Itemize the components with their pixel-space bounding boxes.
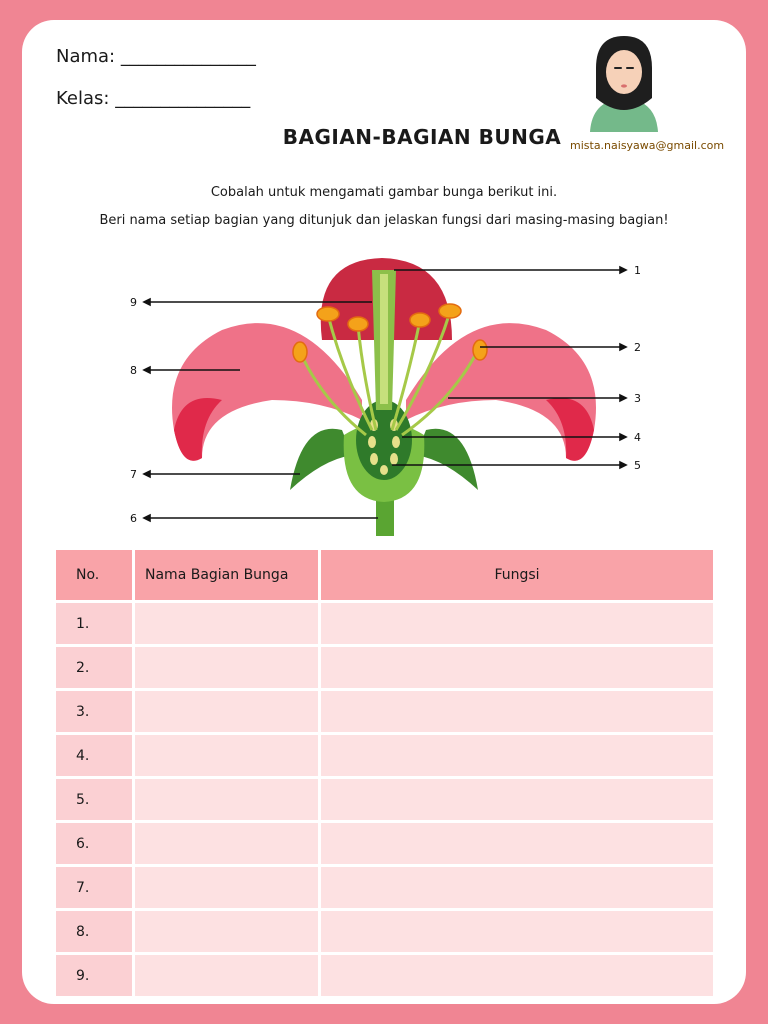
header-no: No. [56, 550, 132, 600]
table-row [56, 691, 713, 732]
pointer-label-1: 1 [634, 264, 641, 277]
pointer-label-3: 3 [634, 392, 641, 405]
function-cell[interactable] [321, 647, 713, 688]
pointer-label-7: 7 [130, 468, 137, 481]
function-cell[interactable] [321, 823, 713, 864]
table-row [56, 911, 713, 952]
table-row [56, 955, 713, 996]
name-cell[interactable] [135, 735, 318, 776]
instruction-line-2: Beri nama setiap bagian yang ditunjuk dan jelaskan fungsi dari masing-masing bagian! [99, 213, 669, 228]
name-cell[interactable] [135, 647, 318, 688]
row-number: 2. [56, 647, 132, 688]
nama-blank[interactable]: _______________ [120, 46, 256, 67]
pointer-label-4: 4 [634, 431, 641, 444]
name-cell[interactable] [135, 823, 318, 864]
pointer-label-8: 8 [130, 364, 137, 377]
header-function: Fungsi [321, 550, 713, 600]
function-cell[interactable] [321, 779, 713, 820]
function-cell[interactable] [321, 691, 713, 732]
row-number: 5. [56, 779, 132, 820]
table-row [56, 867, 713, 908]
table-row [56, 823, 713, 864]
row-number: 3. [56, 691, 132, 732]
nama-field[interactable] [56, 46, 256, 67]
sepal [290, 429, 352, 490]
row-number: 6. [56, 823, 132, 864]
pointer-label-5: 5 [634, 459, 641, 472]
table-row [56, 779, 713, 820]
name-cell[interactable] [135, 911, 318, 952]
pointer-label-6: 6 [130, 512, 137, 525]
function-cell[interactable] [321, 911, 713, 952]
function-cell[interactable] [321, 603, 713, 644]
page-title: BAGIAN-BAGIAN BUNGA [282, 125, 562, 149]
nama-label: Nama: [56, 46, 116, 67]
row-number: 8. [56, 911, 132, 952]
answer-table [53, 547, 716, 999]
row-number: 9. [56, 955, 132, 996]
email-text: mista.naisyawa@gmail.com [570, 139, 725, 152]
row-number: 7. [56, 867, 132, 908]
name-cell[interactable] [135, 867, 318, 908]
avatar-illustration [582, 28, 666, 132]
kelas-label: Kelas: [56, 88, 110, 109]
kelas-blank[interactable]: _______________ [115, 88, 251, 109]
table-row [56, 603, 713, 644]
function-cell[interactable] [321, 735, 713, 776]
name-cell[interactable] [135, 955, 318, 996]
table-row [56, 647, 713, 688]
function-cell[interactable] [321, 955, 713, 996]
name-cell[interactable] [135, 691, 318, 732]
worksheet-page [22, 20, 746, 1004]
row-number: 4. [56, 735, 132, 776]
row-number: 1. [56, 603, 132, 644]
kelas-field[interactable] [56, 88, 250, 109]
name-cell[interactable] [135, 779, 318, 820]
name-cell[interactable] [135, 603, 318, 644]
table-row [56, 735, 713, 776]
pointer-label-9: 9 [130, 296, 137, 309]
header-name: Nama Bagian Bunga [135, 550, 318, 600]
flower-diagram [22, 240, 746, 540]
pointer-label-2: 2 [634, 341, 641, 354]
function-cell[interactable] [321, 867, 713, 908]
instruction-line-1: Cobalah untuk mengamati gambar bunga berikut ini. [210, 185, 558, 200]
table-header-row [56, 550, 713, 600]
